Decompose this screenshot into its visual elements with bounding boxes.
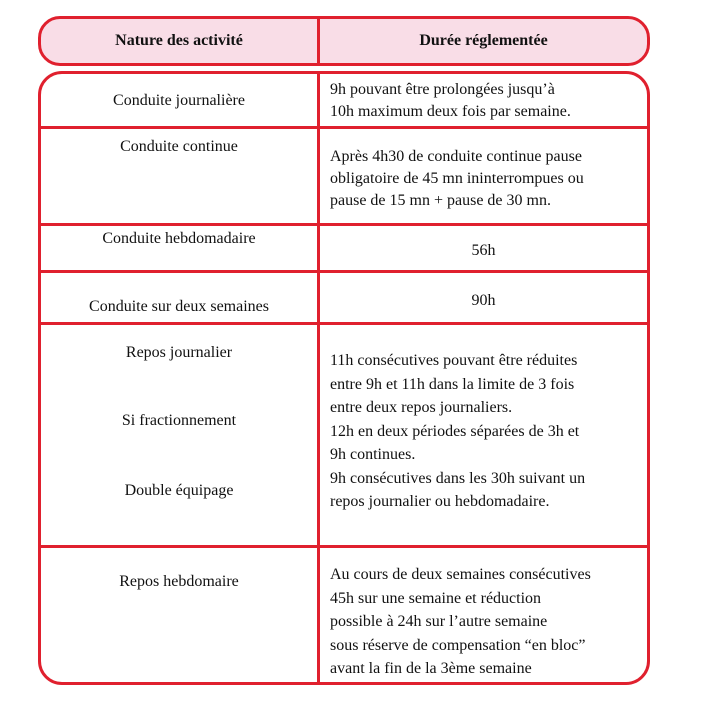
duration-daily-driving: 9h pouvant être prolongées jusqu’à 10h maximum deux fois par semaine. — [330, 81, 571, 120]
activity-daily-rest: Repos journalier — [125, 344, 233, 361]
table-header — [38, 16, 650, 66]
duration-daily-rest: 11h consécutives pouvant être réduites entre 9h et 11h dans la limite de 3 fois entre deux repos journaliers. 12h en deux périodes séparées de 3h et 9h continues. 9h consécutives dans les 30h suivant un repos journalier ou hebdomadaire. — [330, 352, 586, 510]
activity-split-rest: Si fractionnement — [121, 412, 237, 429]
header-duration: Durée réglementée — [419, 32, 548, 49]
row-divider — [41, 270, 647, 273]
row-divider — [41, 126, 647, 129]
activity-weekly-rest: Repos hebdomaire — [119, 573, 239, 590]
row-divider — [41, 223, 647, 226]
activity-continuous-driving: Conduite continue — [120, 138, 238, 155]
activity-double-crew: Double équipage — [124, 482, 234, 499]
activity-two-week-driving: Conduite sur deux semaines — [89, 298, 269, 315]
duration-weekly-driving: 56h — [471, 242, 496, 259]
table-body — [38, 71, 650, 685]
duration-weekly-rest: Au cours de deux semaines consécutives 45h sur une semaine et réduction possible à 24h sur l’autre semaine sous réserve de compensation “en bloc” avant la fin de la 3ème semaine — [330, 566, 591, 677]
activity-weekly-driving: Conduite hebdomadaire — [102, 230, 256, 247]
duration-continuous-driving: Après 4h30 de conduite continue pause obligatoire de 45 mn ininterrompues ou pause de 15 mn + pause de 30 mn. — [330, 148, 584, 209]
row-divider — [41, 545, 647, 548]
duration-two-week-driving: 90h — [471, 292, 496, 309]
activity-daily-driving: Conduite journalière — [113, 92, 245, 109]
row-divider — [41, 322, 647, 325]
column-divider — [317, 74, 320, 682]
header-activity: Nature des activité — [115, 32, 243, 49]
